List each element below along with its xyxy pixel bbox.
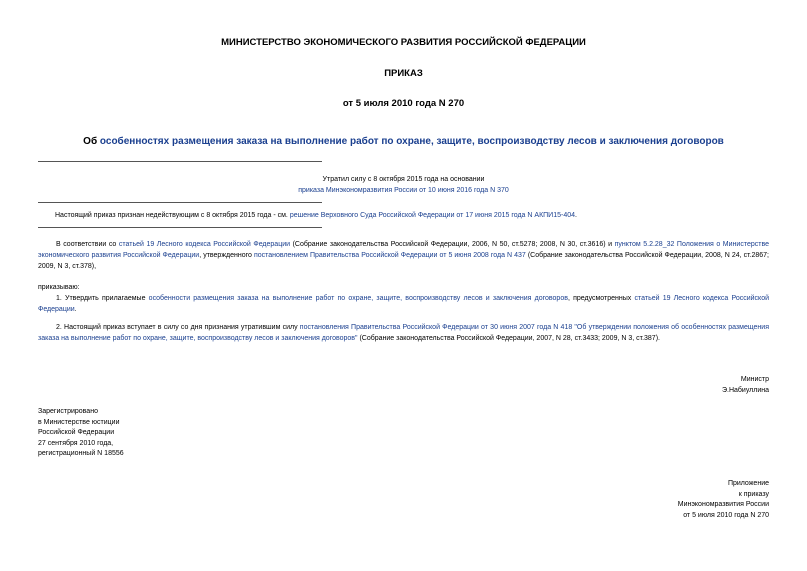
signature-position: Министр [740, 376, 769, 383]
doc-title [0, 136, 807, 147]
title-prefix: Об [83, 136, 100, 147]
forest-code-link-2[interactable]: статьей 19 Лесного кодекса Российской Федерации [38, 295, 770, 313]
preamble-paragraph: В соответствии со статьей 19 Лесного кодекса Российской Федерации (Собрание законодательства Российской Федерации, 2006, N 50, ст.5278; 2008, N 30, ст.3616) и пунктом 5.2.28_32 Положения о Министерстве экономического развития Российской Федерации, утвержденного постановлением Правительства Российской Федерации от 5 июня 2008 года N 437 (Собрание законодательства Российской Федерации, 2008, N 24, ст.2867; 2009, N 3, ст.378), [38, 241, 769, 270]
order-word: приказываю: [38, 284, 80, 291]
decree-418-link[interactable]: постановления Правительства Российской Федерации от 30 июня 2007 года N 418 "Об утверждении положения об особенностях размещения заказа на выполнение работ по охране, защите, воспроизводству лесов и заключения договоров" [38, 324, 769, 342]
signature-name: Э.Набиуллина [721, 386, 769, 394]
regulation-link[interactable]: пунктом 5.2.28_32 Положения о Министерстве экономического развития Российской Федерации [38, 241, 769, 259]
registration-line: Зарегистрировано [38, 408, 98, 415]
registration-line: Российской Федерации [38, 429, 115, 436]
title-link[interactable]: особенностях размещения заказа на выполнение работ по охране, защите, воспроизводству лесов и заключения договоров [99, 136, 724, 147]
divider [38, 202, 322, 203]
item-1: 1. Утвердить прилагаемые особенности размещения заказа на выполнение работ по охране, защите, воспроизводству лесов и заключения договоров, предусмотренных статьей 19 Лесного кодекса Российской Федерации. [38, 295, 770, 313]
doc-date-number: от 5 июля 2010 года N 270 [342, 98, 465, 109]
signature-block [722, 375, 769, 396]
invalid-note: Настоящий приказ признан недействующим с 8 октября 2015 года - см. решение Верховного Суда Российской Федерации от 17 июня 2015 года N АКПИ15-404. [55, 212, 577, 219]
registration-line: в Министерстве юстиции [38, 418, 120, 426]
appendix-line: к приказу [738, 490, 769, 498]
registration-line: 27 сентября 2010 года, [38, 439, 114, 447]
annulment-order-link[interactable]: приказа Минэкономразвития России от 10 июня 2016 года N 370 [298, 187, 509, 194]
features-link[interactable]: особенности размещения заказа на выполнение работ по охране, защите, воспроизводству лесов и заключения договоров [148, 295, 568, 302]
ministry-name: МИНИСТЕРСТВО ЭКОНОМИЧЕСКОГО РАЗВИТИЯ РОССИЙСКОЙ ФЕДЕРАЦИИ [221, 37, 586, 48]
annulment-line1: Утратил силу с 8 октября 2015 года на основании [322, 176, 485, 183]
appendix-line: от 5 июля 2010 года N 270 [683, 511, 769, 519]
divider [38, 227, 322, 228]
appendix-block [678, 479, 769, 521]
annulment-link [0, 185, 807, 196]
supreme-court-link[interactable]: решение Верховного Суда Российской Федерации от 17 июня 2015 года N АКПИ15-404 [289, 212, 576, 219]
government-decree-link[interactable]: постановлением Правительства Российской Федерации от 5 июня 2008 года N 437 [253, 252, 526, 259]
appendix-line: Приложение [727, 480, 769, 487]
item-2: 2. Настоящий приказ вступает в силу со дня признания утратившим силу постановления Правительства Российской Федерации от 30 июня 2007 года N 418 "Об утверждении положения об особенностях размещения заказа на выполнение работ по охране, защите, воспроизводству лесов и заключения договоров" (Собрание законодательства Российской Федерации, 2007, N 28, ст.3433; 2009, N 3, ст.387). [38, 324, 769, 342]
appendix-line: Минэкономразвития России [677, 501, 769, 508]
registration-line: регистрационный N 18556 [38, 450, 124, 457]
divider [38, 161, 322, 162]
doc-type: ПРИКАЗ [384, 68, 423, 79]
registration-block [38, 407, 124, 460]
forest-code-link[interactable]: статьей 19 Лесного кодекса Российской Федерации [118, 241, 291, 248]
